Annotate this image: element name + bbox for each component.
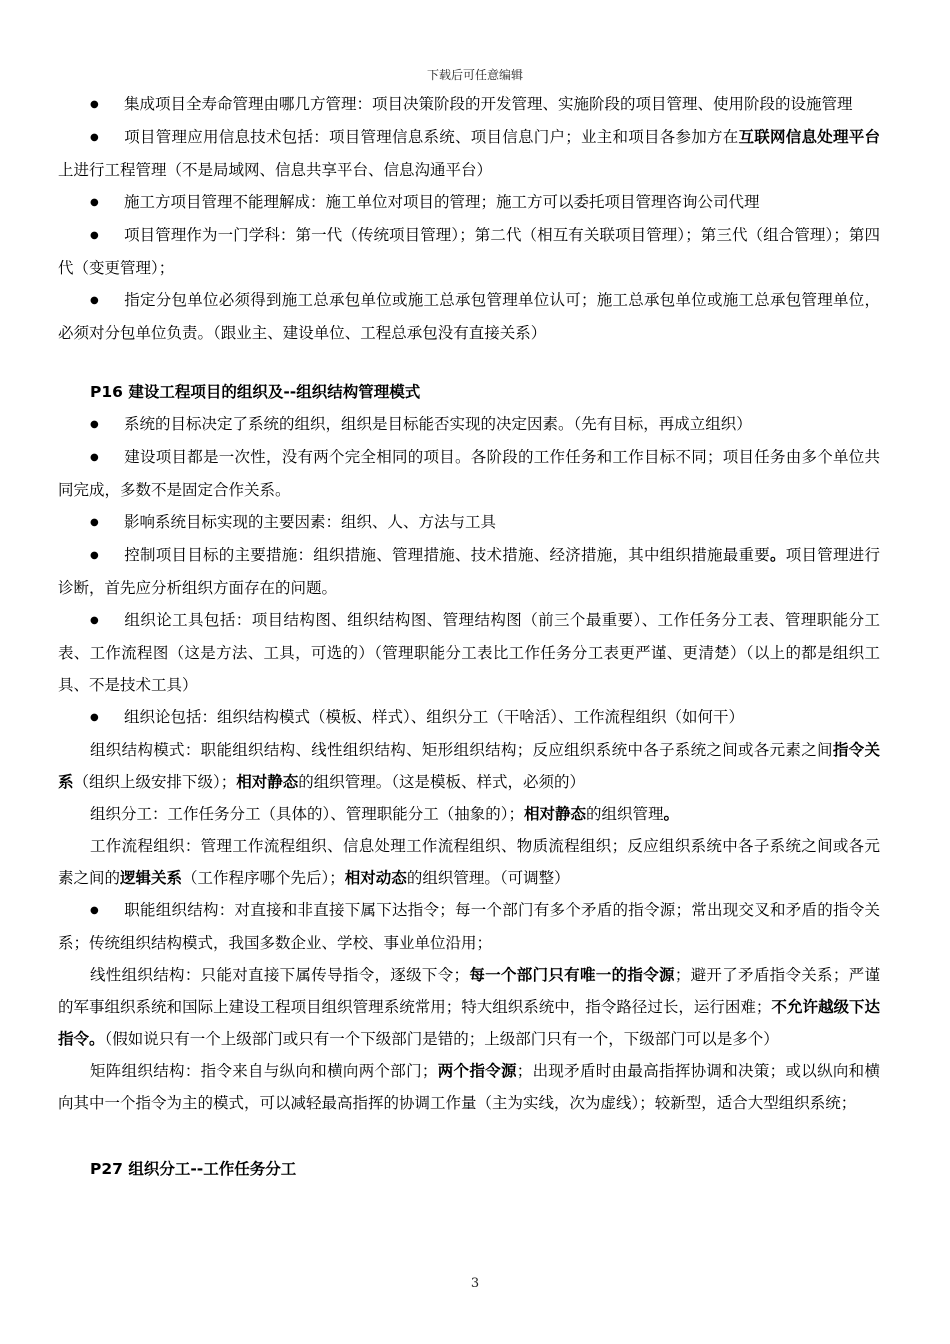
text-run: 职能组织结构：对直接和非直接下属下达指令；每一个部门有多个矛盾的指令源；常出现交叉和矛盾的指令关系；传统组织结构模式，我国多数企业、学校、事业单位沿用； <box>58 901 880 952</box>
bold-text: 。 <box>769 546 786 564</box>
bold-text: 逻辑关系 <box>120 869 183 887</box>
bullet-paragraph <box>58 408 880 441</box>
text-run: 建设项目都是一次性，没有两个完全相同的项目。各阶段的工作任务和工作目标不同；项目任务由多个单位共同完成，多数不是固定合作关系。 <box>58 448 880 499</box>
text-run: 项目管理作为一门学科：第一代（传统项目管理）；第二代（相互有关联项目管理）；第三代（组合管理）；第四代（变更管理）； <box>58 226 880 277</box>
section-heading <box>58 1153 880 1185</box>
paragraph <box>58 734 880 798</box>
text-run: （组织上级安排下级）； <box>73 773 237 791</box>
text-run: 组织分工：工作任务分工（具体的）、管理职能分工（抽象的）； <box>90 805 525 823</box>
bold-text: 两个指令源 <box>437 1062 517 1080</box>
bold-text: 互联网信息处理平台 <box>738 128 880 146</box>
paragraph <box>58 1055 880 1119</box>
text-run: （假如说只有一个上级部门或只有一个下级部门是错的；上级部门只有一个，下级部门可以是多个） <box>104 1030 779 1048</box>
text-run: P16 建设工程项目的组织及--组织结构管理模式 <box>90 383 421 401</box>
bullet-paragraph <box>58 506 880 539</box>
page-header: 下载后可任意编辑 <box>426 68 523 82</box>
text-run: 项目管理进行诊断，首先应分析组织方面存在的问题。 <box>58 546 880 597</box>
bold-text: 每一个部门只有唯一的指令源 <box>469 966 675 984</box>
paragraph <box>58 959 880 1055</box>
bullet-paragraph <box>58 441 880 506</box>
text-run: P27 组织分工--工作任务分工 <box>90 1160 297 1178</box>
bullet-paragraph <box>58 121 880 186</box>
bullet-paragraph <box>58 186 880 219</box>
bullet-paragraph <box>58 88 880 121</box>
bold-text: 不允许越级下达指令。 <box>58 998 880 1048</box>
section-heading <box>58 376 880 408</box>
text-run: 组织论包括：组织结构模式（模板、样式）、组织分工（干啥活）、工作流程组织（如何干） <box>124 708 745 726</box>
text-run: 的组织管理 <box>586 805 664 823</box>
text-run: 的组织管理。（可调整） <box>406 869 570 887</box>
text-run: 组织论工具包括：项目结构图、组织结构图、管理结构图（前三个最重要）、工作任务分工表、管理职能分工表、工作流程图（这是方法、工具，可选的）（管理职能分工表比工作任务分工表更严谨、更清楚）（以上的都是组织工具、不是技术工具） <box>58 611 880 694</box>
page-number: 3 <box>470 1276 480 1291</box>
text-run: （工作程序哪个先后）； <box>182 869 345 887</box>
text-run: 控制项目目标的主要措施：组织措施、管理措施、技术措施、经济措施，其中组织措施最重要 <box>124 546 770 564</box>
paragraph <box>58 830 880 894</box>
text-run: 系统的目标决定了系统的组织，组织是目标能否实现的决定因素。（先有目标，再成立组织） <box>124 415 752 433</box>
text-run: 线性组织结构：只能对直接下属传导指令，逐级下令； <box>90 966 470 984</box>
text-run: ；避开了矛盾指令关系；严谨的军事组织系统和国际上建设工程项目组织管理系统常用；特大组织系统中，指令路径过长，运行困难； <box>58 966 880 1016</box>
text-run: 集成项目全寿命管理由哪几方管理：项目决策阶段的开发管理、实施阶段的项目管理、使用阶段的设施管理 <box>124 95 853 113</box>
document-body <box>58 88 880 1185</box>
bold-text: 。 <box>663 805 680 823</box>
text-run: 矩阵组织结构：指令来自与纵向和横向两个部门； <box>90 1062 438 1080</box>
bold-text: 指令关系 <box>58 741 880 791</box>
bullet-paragraph <box>58 219 880 284</box>
text-run: 施工方项目管理不能理解成：施工单位对项目的管理；施工方可以委托项目管理咨询公司代理 <box>124 193 760 211</box>
bold-text: 相对动态 <box>344 869 407 887</box>
text-run: 的组织管理。（这是模板、样式，必须的） <box>298 773 586 791</box>
bullet-paragraph <box>58 701 880 734</box>
bullet-paragraph <box>58 539 880 604</box>
text-run: 项目管理应用信息技术包括：项目管理信息系统、项目信息门户；业主和项目各参加方在 <box>124 128 739 146</box>
bullet-paragraph <box>58 894 880 959</box>
text-run: 指定分包单位必须得到施工总承包单位或施工总承包管理单位认可；施工总承包单位或施工总承包管理单位，必须对分包单位负责。（跟业主、建设单位、工程总承包没有直接关系） <box>58 291 880 342</box>
text-run: 上进行工程管理（不是局域网、信息共享平台、信息沟通平台） <box>58 161 493 179</box>
bullet-paragraph <box>58 284 880 349</box>
paragraph <box>58 798 880 830</box>
bold-text: 相对静态 <box>236 773 299 791</box>
text-run: 组织结构模式：职能组织结构、线性组织结构、矩形组织结构；反应组织系统中各子系统之间或各元素之间 <box>90 741 833 759</box>
bullet-paragraph <box>58 604 880 701</box>
text-run: 影响系统目标实现的主要因素：组织、人、方法与工具 <box>124 513 497 531</box>
text-run: 工作流程组织：管理工作流程组织、信息处理工作流程组织、物质流程组织；反应组织系统中各子系统之间或各元素之间的 <box>58 837 880 887</box>
bold-text: 相对静态 <box>524 805 587 823</box>
text-run: ；出现矛盾时由最高指挥协调和决策；或以纵向和横向其中一个指令为主的模式，可以减轻最高指挥的协调工作量（主为实线，次为虚线）；较新型，适合大型组织系统； <box>58 1062 880 1112</box>
